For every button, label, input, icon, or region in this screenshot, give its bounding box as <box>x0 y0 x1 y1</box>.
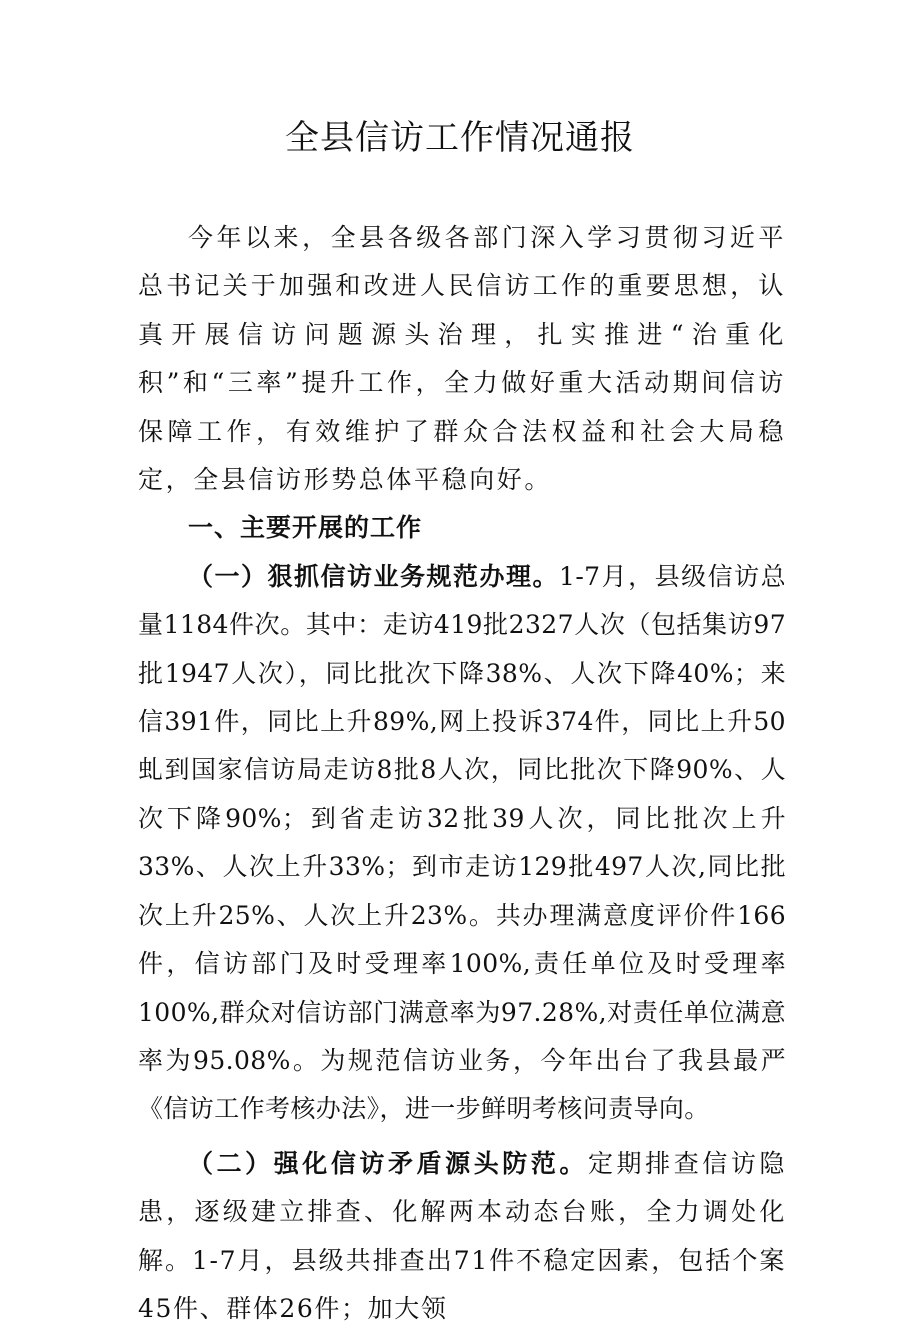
item-2-text: 定期排查信访隐患，逐级建立排查、化解两本动态台账，全力调处化解。1-7月，县级共排查出71件不稳定因素，包括个案45件、群体26件；加大领 <box>138 1148 787 1323</box>
paragraph-item-1 <box>138 553 786 1134</box>
item-1-text: 1-7月，县级信访总量1184件次。其中：走访419批2327人次（包括集访97批1947人次），同比批次下降38%、人次下降40%；来信391件，同比上升89%,网上投诉374件，同比上升50虬到国家信访局走访8批8人次，同比批次下降90%、人次下降90%；到省走访32批39人次，同比批次上升33%、人次上升33%；到市走访129批497人次,同比批次上升25%、人次上升23%。共办理满意度评价件166件，信访部门及时受理率100%,责任单位及时受理率100%,群众对信访部门满意率为97.28%,对责任单位满意率为95.08%。为规范信访业务，今年出台了我县最严《信访工作考核办法》，进一步鲜明考核问责导向。 <box>138 561 786 1124</box>
paragraph-item-2 <box>138 1140 786 1333</box>
item-2-lead: （二）强化信访矛盾源头防范。 <box>188 1148 588 1178</box>
document-title: 全县信访工作情况通报 <box>285 118 635 158</box>
intro-paragraph: 今年以来，全县各级各部门深入学习贯彻习近平总书记关于加强和改进人民信访工作的重要思想，认真开展信访问题源头治理，扎实推进“治重化积”和“三率”提升工作，全力做好重大活动期间信访保障工作，有效维护了群众合法权益和社会大局稳定，全县信访形势总体平稳向好。 <box>138 223 786 495</box>
section-heading-main-work: 一、主要开展的工作 <box>188 513 423 543</box>
item-1-lead: （一）狠抓信访业务规范办理。 <box>188 561 560 591</box>
document-body <box>138 214 786 1333</box>
